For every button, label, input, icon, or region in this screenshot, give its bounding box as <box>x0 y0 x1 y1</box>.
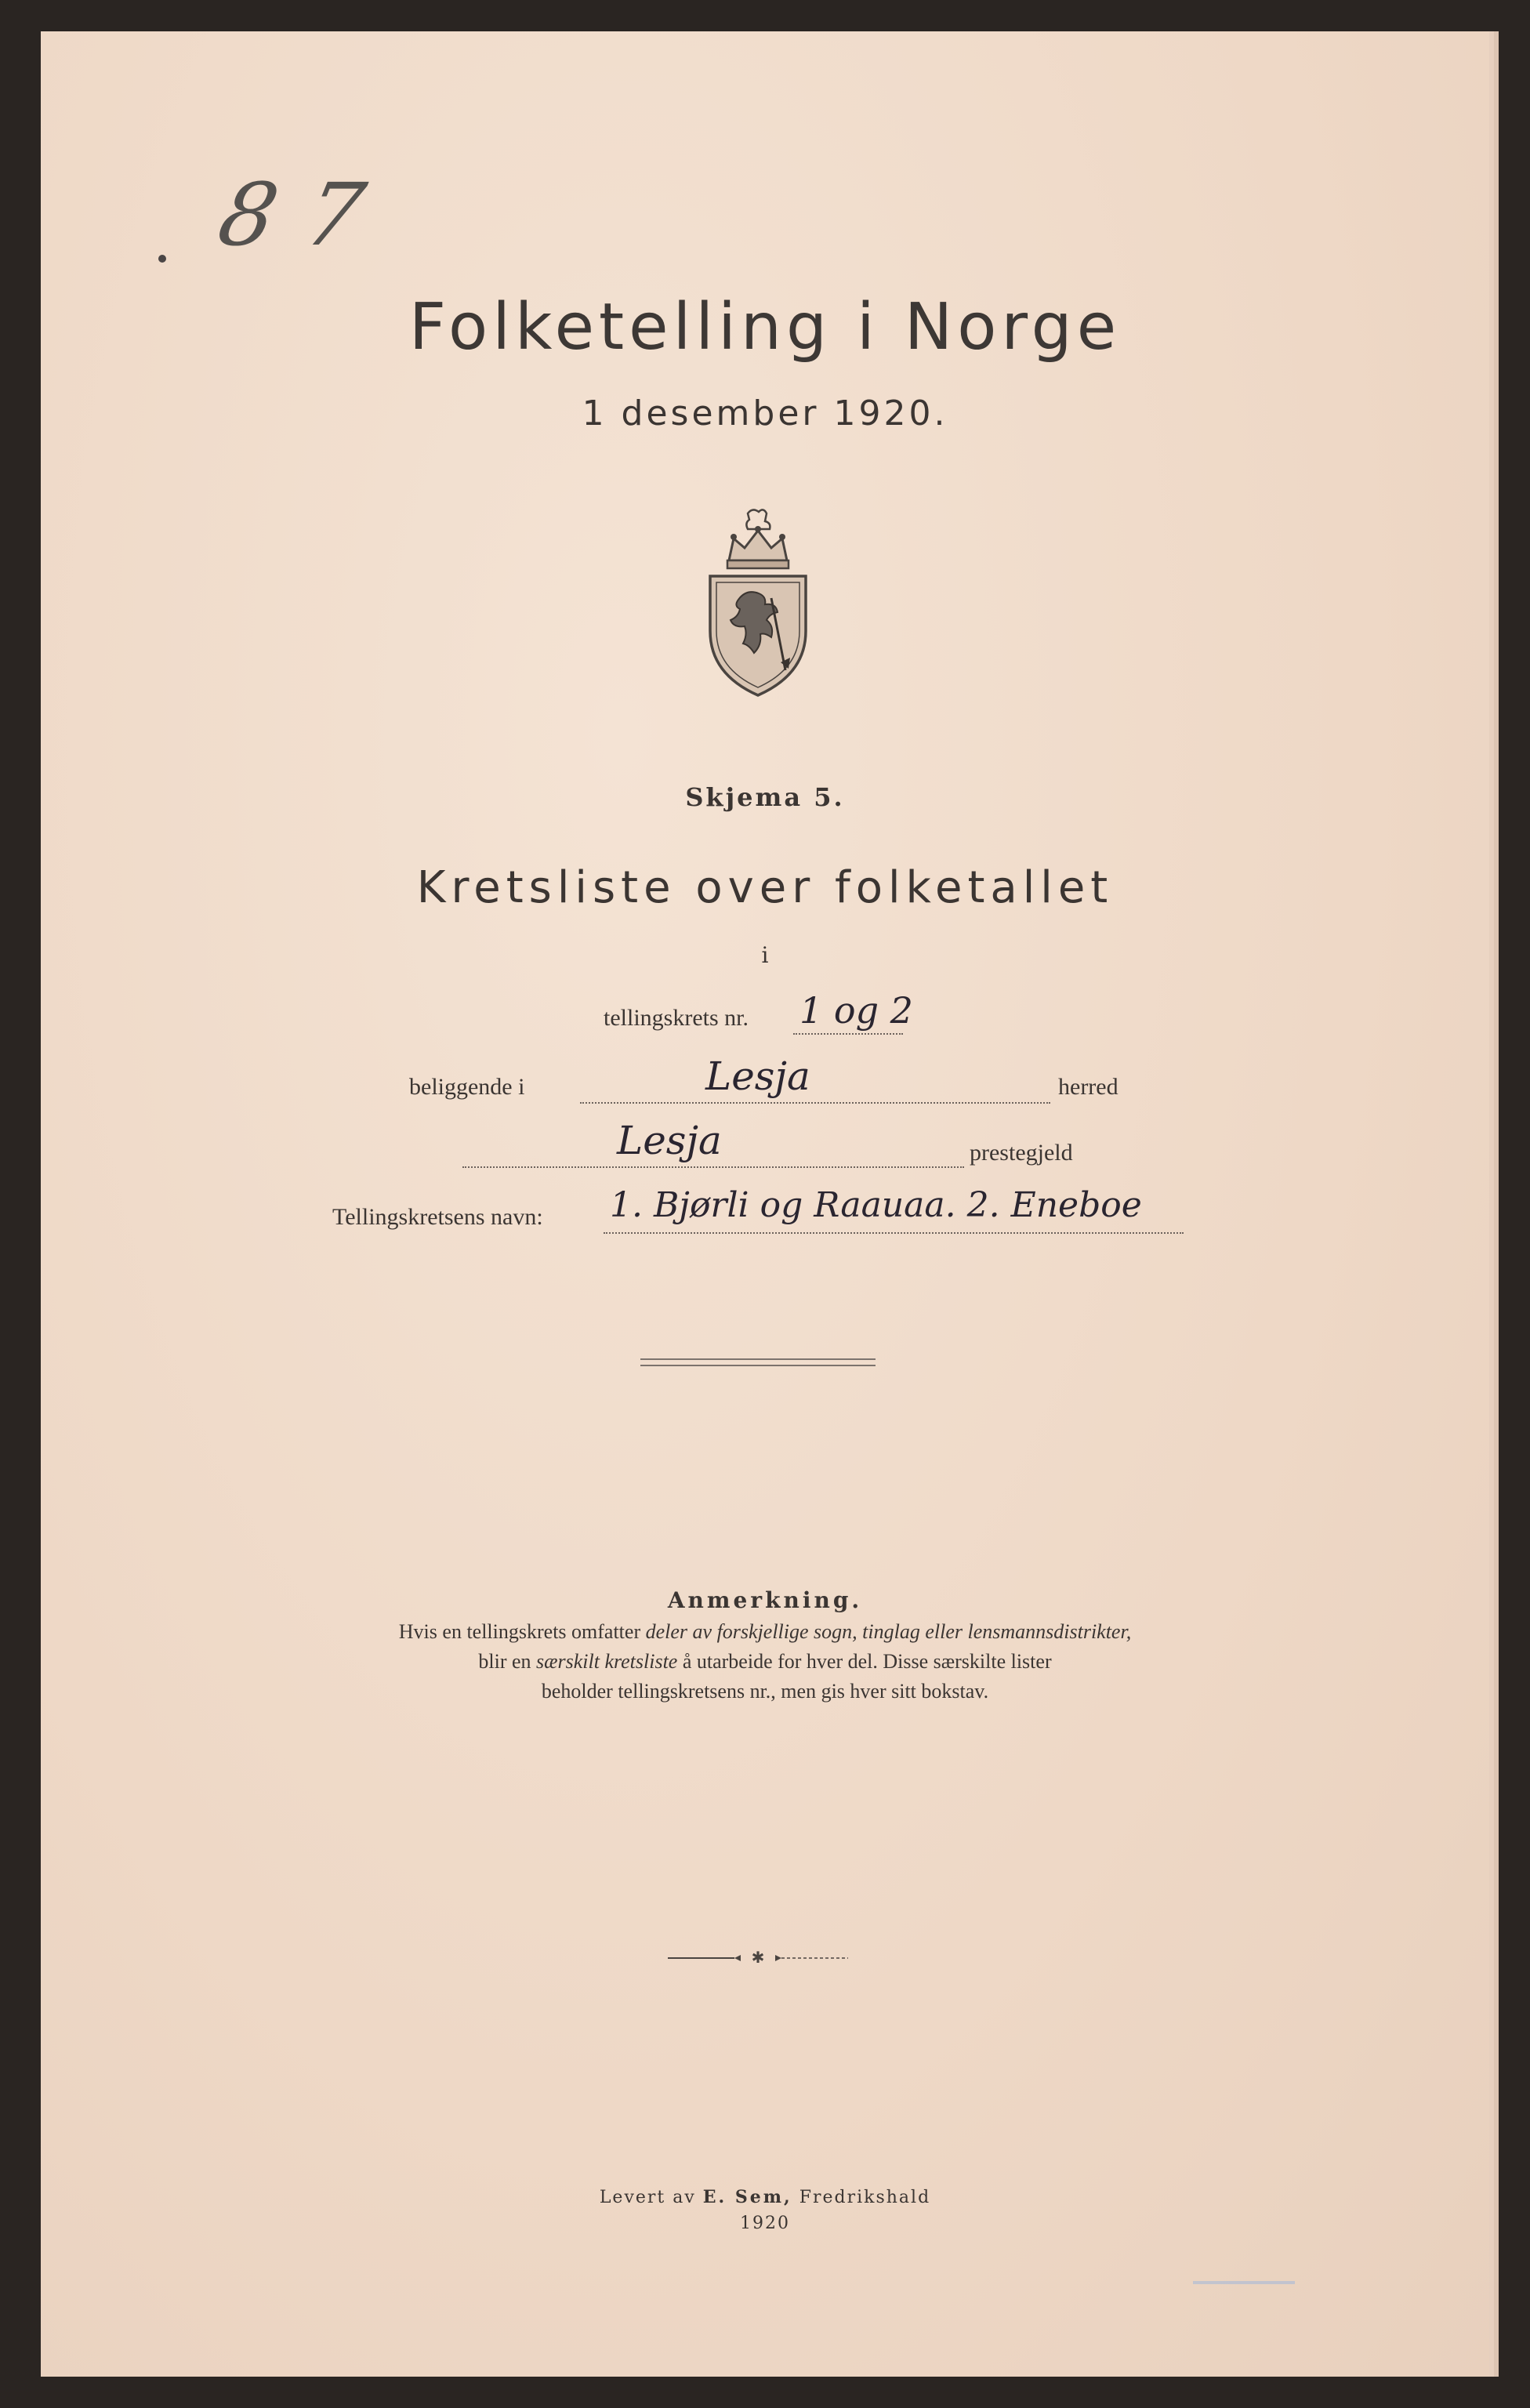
form-heading: Kretsliste over folketallet <box>416 862 1114 913</box>
printer-place: Fredrikshald <box>792 2188 931 2207</box>
note-title: Anmerkning. <box>667 1587 863 1613</box>
note-line-2-text-a: blir en <box>478 1650 537 1673</box>
printer-imprint <box>41 2187 1489 2207</box>
navn-dotline <box>604 1232 1184 1234</box>
folio-dot <box>158 255 166 263</box>
ornament-divider-icon <box>668 1950 848 1966</box>
connector-i: i <box>761 942 769 968</box>
beliggende-label: beliggende i <box>409 1074 525 1100</box>
herred-value: Lesja <box>705 1054 810 1099</box>
note-line-2 <box>41 1650 1489 1674</box>
divider-rule <box>640 1358 876 1366</box>
herred-label: herred <box>1058 1074 1118 1100</box>
note-line-2-text-c: å utarbeide for hver del. Disse særskilte lister <box>677 1650 1052 1673</box>
krets-nr-label: tellingskrets nr. <box>604 1005 749 1031</box>
printer-prefix: Levert av <box>599 2188 703 2207</box>
prestegjeld-label: prestegjeld <box>970 1140 1073 1166</box>
note-line-1-text: Hvis en tellingskrets omfatter <box>398 1620 646 1643</box>
svg-text:✱: ✱ <box>751 1950 765 1966</box>
folio-number: 87 <box>210 165 404 265</box>
ink-smudge <box>1193 2281 1295 2284</box>
printer-year: 1920 <box>740 2214 790 2233</box>
note-line-3: beholder tellingskretsens nr., men gis hver sitt bokstav. <box>541 1680 989 1703</box>
census-date: 1 desember 1920. <box>582 393 948 433</box>
document-title: Folketelling i Norge <box>408 290 1122 364</box>
note-line-1 <box>41 1620 1489 1644</box>
krets-nr-dotline <box>793 1033 903 1035</box>
prestegjeld-dotline <box>462 1166 964 1168</box>
printer-name: E. Sem, <box>702 2187 792 2207</box>
note-line-2-emphasis: særskilt kretsliste <box>536 1650 678 1673</box>
navn-label: Tellingskretsens navn: <box>332 1204 543 1230</box>
krets-nr-value: 1 og 2 <box>799 989 913 1032</box>
herred-dotline <box>580 1102 1050 1104</box>
prestegjeld-value: Lesja <box>617 1118 722 1163</box>
navn-value: 1. Bjørli og Raauaa. 2. Eneboe <box>610 1185 1142 1225</box>
norwegian-coat-of-arms-icon <box>699 506 817 698</box>
census-form-page <box>41 31 1489 2377</box>
note-line-1-emphasis: deler av forskjellige sogn, tinglag eller lensmannsdistrikter, <box>645 1620 1132 1643</box>
schema-label: Skjema 5. <box>685 782 845 812</box>
